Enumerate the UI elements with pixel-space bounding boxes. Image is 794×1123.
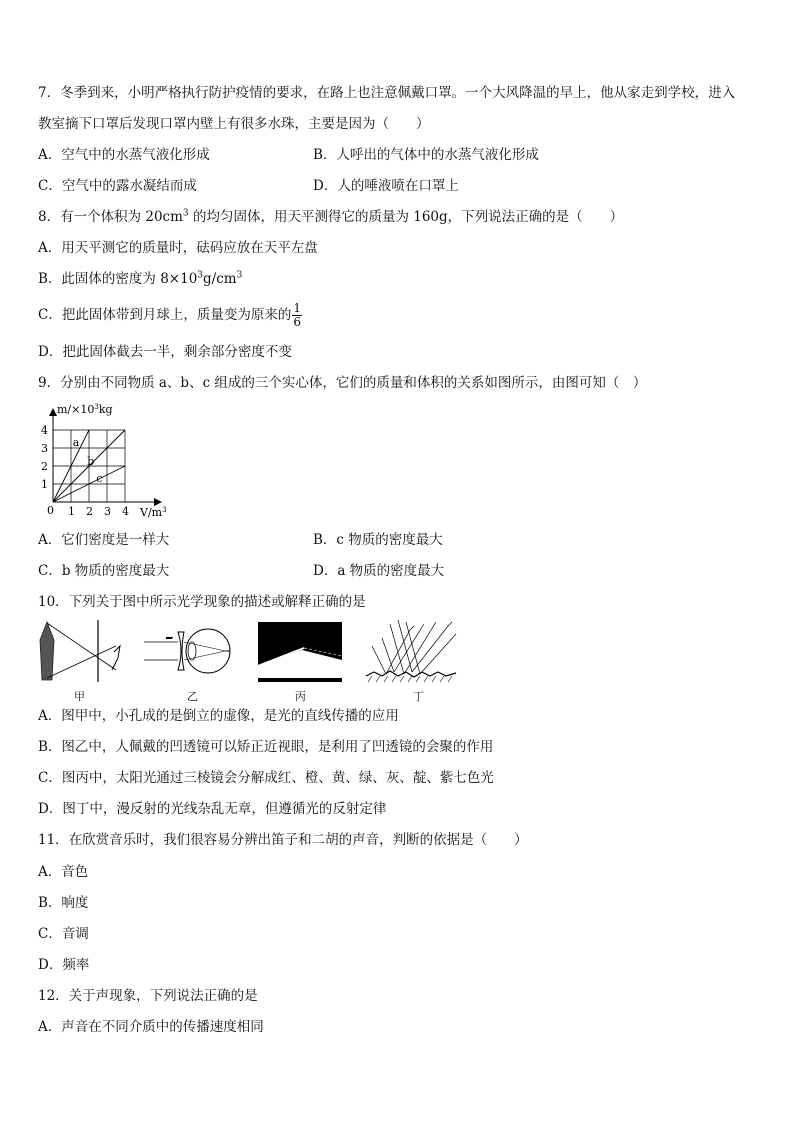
q9-option-a: A．它们密度是一样大 bbox=[38, 532, 170, 548]
x-axis-label: $V/m^3$ bbox=[140, 506, 167, 519]
q12-option-a: A．声音在不同介质中的传播速度相同 bbox=[38, 1019, 264, 1035]
figure-ding-diffuse-reflection bbox=[364, 616, 460, 686]
q11-stem: 11．在欣赏音乐时，我们很容易分辨出笛子和二胡的声音，判断的依据是（ ） bbox=[38, 832, 528, 848]
y-tick-label: 4 bbox=[41, 424, 48, 437]
x-tick-label: 2 bbox=[86, 505, 93, 518]
series-label-c: c bbox=[96, 472, 103, 486]
mass-volume-chart bbox=[36, 398, 176, 522]
figure-label-bing: 丙 bbox=[295, 690, 306, 703]
y-axis-arrow bbox=[49, 408, 57, 416]
series-label-a: a bbox=[72, 436, 80, 450]
q7-option-c: C．空气中的露水凝结而成 bbox=[38, 178, 197, 194]
q11-option-c: C．音调 bbox=[38, 926, 89, 942]
q10-option-c: C．图丙中，太阳光通过三棱镜会分解成红、橙、黄、绿、灰、靛、紫七色光 bbox=[38, 770, 494, 786]
x-axis-arrow bbox=[154, 498, 162, 506]
q11-option-d: D．频率 bbox=[38, 957, 90, 973]
refracted-ray bbox=[184, 650, 230, 660]
q8-stem: 8．有一个体积为 $20cm^3$ 的均匀固体，用天平测得它的质量为 160g，下列说法正确的是（ ） bbox=[38, 208, 624, 225]
rough-surface bbox=[366, 671, 456, 677]
q9-stem: 9．分别由不同物质 a、b、c 组成的三个实心体，它们的质量和体积的关系如图所示，由图可知（ ） bbox=[38, 375, 647, 391]
q12-stem: 12．关于声现象，下列说法正确的是 bbox=[38, 988, 258, 1004]
q8-option-b: B．此固体的密度为 $8\times 10^3g/cm^3$ bbox=[38, 270, 243, 287]
x-tick-label: 3 bbox=[104, 505, 111, 518]
q7-option-b: B．人呼出的气体中的水蒸气液化形成 bbox=[313, 147, 539, 163]
q11-option-a: A．音色 bbox=[38, 864, 89, 880]
arrowhead bbox=[166, 637, 173, 639]
figure-bing-prism bbox=[258, 622, 342, 682]
eyeball bbox=[186, 629, 230, 673]
inverted-image bbox=[112, 646, 120, 670]
y-tick-label: 3 bbox=[41, 442, 48, 455]
surface-hatching bbox=[368, 676, 452, 682]
x-tick-label: 1 bbox=[68, 505, 75, 518]
q9-option-d: D．a 物质的密度最大 bbox=[313, 563, 445, 579]
q10-option-d: D．图丁中，漫反射的光线杂乱无章，但遵循光的反射定律 bbox=[38, 801, 387, 817]
y-tick-label: 1 bbox=[41, 478, 48, 491]
figure-jia-pinhole bbox=[36, 618, 128, 684]
light-ray bbox=[47, 623, 116, 670]
upright-arrow-object bbox=[40, 622, 54, 680]
concave-lens bbox=[178, 632, 184, 670]
q9-option-c: C．b 物质的密度最大 bbox=[38, 563, 170, 579]
q11-option-b: B．响度 bbox=[38, 895, 89, 911]
eye-lens bbox=[188, 642, 196, 660]
q8-option-a: A．用天平测它的质量时，砝码应放在天平左盘 bbox=[38, 240, 318, 256]
y-tick-label: 2 bbox=[41, 460, 48, 473]
q7-stem-line1: 7．冬季到来，小明严格执行防护疫情的要求，在路上也注意佩戴口罩。一个大风降温的早上，他从家走到学校，进入 bbox=[38, 85, 736, 101]
x-tick-label: 4 bbox=[122, 505, 129, 518]
figure-label-ding: 丁 bbox=[413, 690, 424, 703]
q10-option-a: A．图甲中，小孔成的是倒立的虚像，是光的直线传播的应用 bbox=[38, 708, 399, 724]
q7-option-d: D．人的唾液喷在口罩上 bbox=[313, 178, 459, 194]
q7-stem-line2: 教室摘下口罩后发现口罩内壁上有很多水珠，主要是因为（ ） bbox=[38, 116, 430, 132]
reflection-rays bbox=[372, 620, 456, 674]
series-label-b: b bbox=[87, 455, 95, 469]
figure-yi-eye-lens bbox=[140, 624, 240, 680]
light-ray bbox=[47, 646, 116, 678]
figure-label-yi: 乙 bbox=[187, 690, 198, 703]
q10-option-b: B．图乙中，人佩戴的凹透镜可以矫正近视眼，是利用了凹透镜的会聚的作用 bbox=[38, 739, 494, 755]
q10-stem: 10．下列关于图中所示光学现象的描述或解释正确的是 bbox=[38, 594, 366, 610]
origin-label: 0 bbox=[47, 504, 54, 517]
q8-option-c: C．把此固体带到月球上，质量变为原来的 $\frac{1}{6}$ bbox=[38, 301, 301, 329]
fraction: $\frac{1}{6}$ bbox=[293, 301, 301, 329]
q7-option-a: A．空气中的水蒸气液化形成 bbox=[38, 147, 210, 163]
q8-option-d: D．把此固体截去一半，剩余部分密度不变 bbox=[38, 344, 292, 360]
refracted-ray bbox=[184, 642, 230, 652]
q9-option-b: B．c 物质的密度最大 bbox=[313, 532, 443, 548]
figure-label-jia: 甲 bbox=[74, 690, 85, 703]
y-axis-label: $m/\times 10^3kg$ bbox=[57, 403, 113, 416]
